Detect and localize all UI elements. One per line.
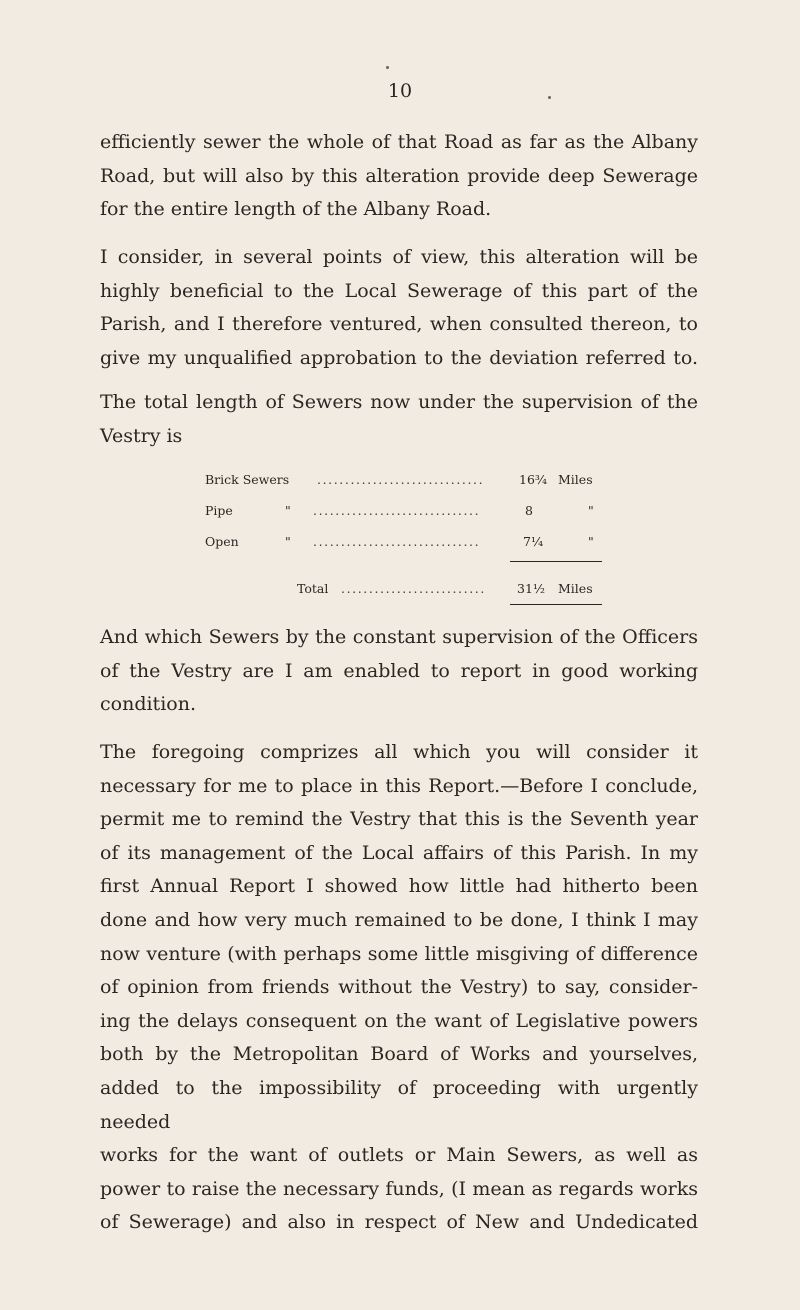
text-line: of Sewerage) and also in respect of New and Undedicated	[100, 1211, 698, 1234]
text-line: give my unqualified approbation to the deviation referred to.	[100, 346, 698, 369]
paragraph-road-sewerage	[100, 126, 698, 227]
text-line: of its management of the Local affairs of this Parish. In my	[100, 841, 698, 864]
text-line: The total length of Sewers now under the supervision of the	[100, 391, 698, 413]
row-unit: "	[588, 534, 594, 549]
text-line: works for the want of outlets or Main Sewers, as well as	[100, 1144, 698, 1167]
text-line: ing the delays consequent on the want of Legislative powers	[100, 1009, 698, 1032]
total-value: 31½	[517, 581, 546, 596]
total-unit: Miles	[558, 581, 593, 596]
table-row-total	[205, 581, 625, 601]
text-line: And which Sewers by the constant supervision of the Officers	[100, 626, 698, 648]
page-number: 10	[387, 80, 413, 102]
text-line: efficiently sewer the whole of that Road as far as the Albany	[100, 131, 698, 153]
text-line: Vestry is	[100, 424, 183, 447]
row-label: Pipe	[205, 503, 233, 518]
leader-dots: ..........................	[341, 581, 486, 596]
print-speck	[548, 96, 551, 99]
table-row	[205, 534, 625, 554]
text-line: first Annual Report I showed how little had hitherto been	[100, 875, 698, 898]
total-label: Total	[297, 581, 329, 596]
text-line: highly beneficial to the Local Sewerage of this part of the	[100, 279, 698, 302]
text-line: power to raise the necessary funds, (I mean as regards works	[100, 1177, 698, 1200]
table-row	[205, 472, 625, 492]
leader-dots: ..............................	[313, 534, 481, 549]
row-value: 16¾	[519, 472, 548, 487]
text-line: added to the impossibility of proceeding with urgently needed	[100, 1076, 698, 1133]
row-label: Open	[205, 534, 239, 549]
table-row	[205, 503, 625, 523]
text-line: Parish, and I therefore ventured, when consulted thereon, to	[100, 313, 698, 336]
text-line: of opinion from friends without the Vestry) to say, consider-	[100, 976, 698, 999]
text-line: Road, but will also by this alteration provide deep Sewerage	[100, 164, 698, 187]
ditto-mark: "	[285, 534, 291, 549]
ditto-mark: "	[285, 503, 291, 518]
text-line: for the entire length of the Albany Road.	[100, 198, 492, 221]
row-label: Brick Sewers	[205, 472, 290, 487]
row-unit: "	[588, 503, 594, 518]
paragraph-total-length-intro	[100, 386, 698, 453]
text-line: necessary for me to place in this Report.—Before I conclude,	[100, 774, 698, 797]
total-rule-bottom	[510, 604, 602, 605]
row-value: 7¼	[523, 534, 544, 549]
text-line: both by the Metropolitan Board of Works and yourselves,	[100, 1043, 698, 1066]
paragraph-sewer-condition	[100, 621, 698, 722]
leader-dots: ..............................	[317, 472, 485, 487]
text-line: condition.	[100, 693, 196, 716]
text-line: I consider, in several points of view, this alteration will be	[100, 246, 698, 268]
row-unit: Miles	[558, 472, 593, 487]
text-line: done and how very much remained to be done, I think I may	[100, 908, 698, 931]
paragraph-alteration-approval	[100, 241, 698, 375]
text-line: now venture (with perhaps some little misgiving of difference	[100, 942, 698, 965]
text-line: permit me to remind the Vestry that this is the Seventh year	[100, 808, 698, 831]
total-rule-top	[510, 561, 602, 562]
row-value: 8	[525, 503, 533, 518]
paragraph-report-conclusion	[100, 736, 698, 1240]
leader-dots: ..............................	[313, 503, 481, 518]
print-speck	[386, 66, 389, 69]
text-line: The foregoing comprizes all which you will consider it	[100, 741, 698, 763]
text-line: of the Vestry are I am enabled to report in good working	[100, 659, 698, 682]
